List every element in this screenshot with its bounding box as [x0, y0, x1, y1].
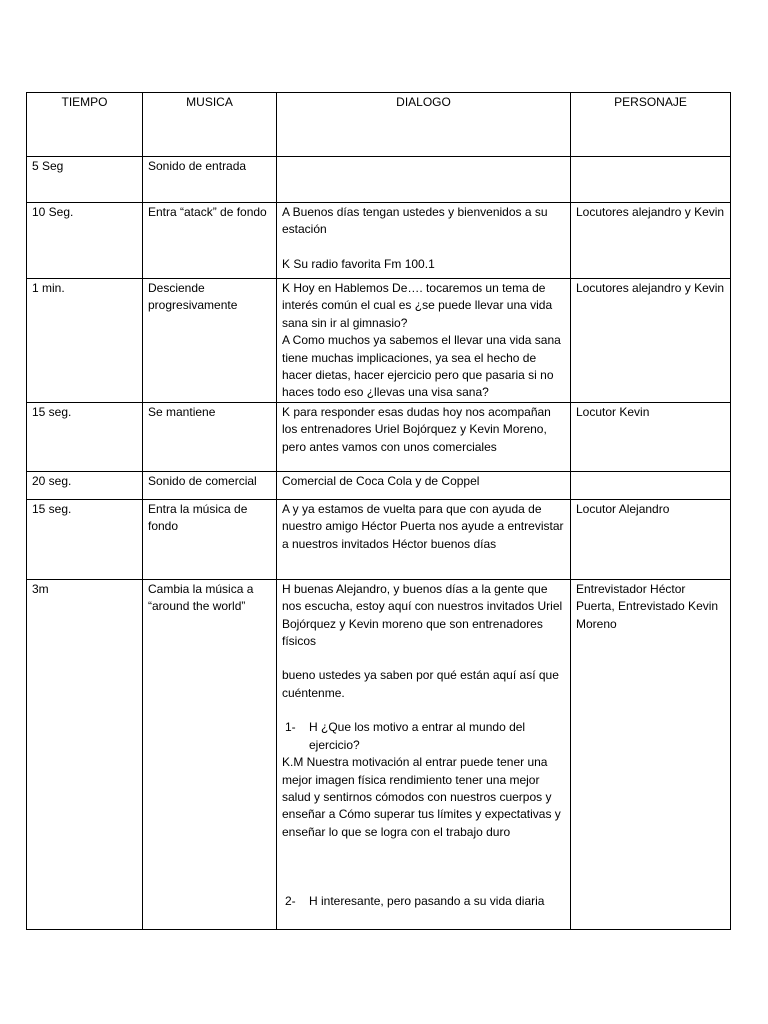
question-item	[282, 719, 565, 754]
table-row	[27, 203, 731, 279]
question-list	[282, 719, 565, 754]
cell-personaje: Locutores alejandro y Kevin	[571, 203, 731, 279]
dialogo-line: Comercial de Coca Cola y de Coppel	[282, 473, 480, 488]
cell-tiempo: 1 min.	[27, 279, 143, 403]
cell-musica: Se mantiene	[143, 402, 277, 471]
header-tiempo: TIEMPO	[27, 93, 143, 157]
cell-dialogo	[277, 279, 571, 403]
table-row	[27, 157, 731, 203]
cell-personaje: Locutor Kevin	[571, 402, 731, 471]
dialogo-line: K Su radio favorita Fm 100.1	[282, 256, 435, 271]
question-number: 2-	[285, 894, 296, 909]
table-row	[27, 499, 731, 579]
cell-tiempo: 20 seg.	[27, 471, 143, 499]
table-row	[27, 579, 731, 929]
cell-dialogo	[277, 579, 571, 929]
cell-personaje	[571, 471, 731, 499]
cell-dialogo	[277, 471, 571, 499]
cell-tiempo: 5 Seg	[27, 157, 143, 203]
cell-tiempo: 15 seg.	[27, 402, 143, 471]
question-item	[282, 893, 565, 910]
dialogo-line: A Como muchos ya sabemos el llevar una vida sana tiene muchas implicaciones, ya sea el hecho de hacer dietas, hacer ejercicio pero que pasaria si no haces todo eso ¿llevas una visa sana?	[282, 333, 561, 400]
answer-text: K.M Nuestra motivación al entrar puede tener una mejor imagen física rendimiento tener una mejor salud y sentirnos cómodos con nuestros cuerpos y enseñar a Cómo superar tus límites y expectativas y enseñar lo que se logra con el trabajo duro	[282, 755, 561, 839]
cell-musica: Entra “atack” de fondo	[143, 203, 277, 279]
cell-musica: Sonido de comercial	[143, 471, 277, 499]
dialogo-line: K Hoy en Hablemos De…. tocaremos un tema de interés común el cual es ¿se puede llevar una vida sana sin ir al gimnasio?	[282, 281, 553, 330]
table-row	[27, 402, 731, 471]
table-row	[27, 471, 731, 499]
header-row	[27, 93, 731, 157]
dialogo-line: H buenas Alejandro, y buenos días a la gente que nos escucha, estoy aquí con nuestros invitados Uriel Bojórquez y Kevin moreno que son entrenadores físicos	[282, 581, 563, 649]
cell-dialogo	[277, 402, 571, 471]
header-musica: MUSICA	[143, 93, 277, 157]
cell-musica: Desciende progresivamente	[143, 279, 277, 403]
cell-musica: Sonido de entrada	[143, 157, 277, 203]
dialogo-line: K para responder esas dudas hoy nos acompañan los entrenadores Uriel Bojórquez y Kevin Moreno, pero antes vamos con unos comerciales	[282, 404, 551, 454]
cell-personaje: Locutores alejandro y Kevin	[571, 279, 731, 403]
cell-personaje: Locutor Alejandro	[571, 499, 731, 579]
cell-dialogo	[277, 203, 571, 279]
cell-musica: Cambia la música a “around the world”	[143, 579, 277, 929]
cell-dialogo	[277, 499, 571, 579]
dialogo-line: A Buenos días tengan ustedes y bienvenidos a su estación	[282, 205, 548, 237]
dialogo-line: bueno ustedes ya saben por qué están aquí así que cuéntenme.	[282, 668, 559, 700]
question-number: 1-	[285, 720, 296, 735]
dialogo-line: A y ya estamos de vuelta para que con ayuda de nuestro amigo Héctor Puerta nos ayude a entrevistar a nuestros invitados Héctor buenos días	[282, 501, 564, 551]
cell-tiempo: 3m	[27, 579, 143, 929]
question-text: H ¿Que los motivo a entrar al mundo del ejercicio?	[309, 720, 526, 752]
question-list	[282, 893, 565, 910]
cell-dialogo	[277, 157, 571, 203]
cell-personaje	[571, 157, 731, 203]
cell-tiempo: 15 seg.	[27, 499, 143, 579]
cell-personaje: Entrevistador Héctor Puerta, Entrevistado Kevin Moreno	[571, 579, 731, 929]
header-personaje: PERSONAJE	[571, 93, 731, 157]
cell-tiempo: 10 Seg.	[27, 203, 143, 279]
header-dialogo: DIALOGO	[277, 93, 571, 157]
table-row	[27, 279, 731, 403]
cell-musica: Entra la música de fondo	[143, 499, 277, 579]
script-table	[26, 92, 731, 930]
question-text: H interesante, pero pasando a su vida diaria	[309, 894, 545, 909]
